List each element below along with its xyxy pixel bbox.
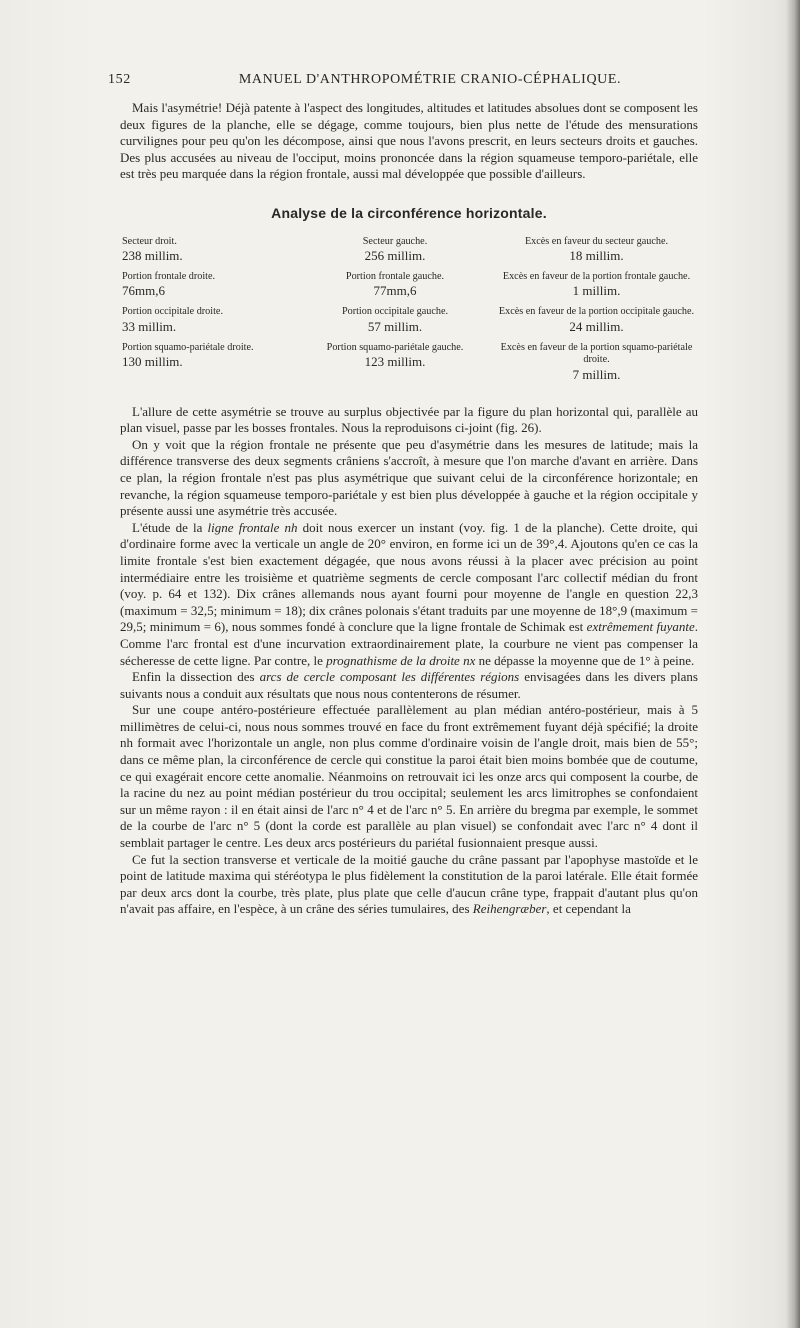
left-sector-column (295, 236, 495, 390)
table-cell: Excès en faveur de la portion frontale gauche. 1 millim. (502, 270, 691, 299)
table-cell: Portion occipitale droite. 33 millim. (122, 306, 223, 334)
paragraph-frontal-region: On y voit que la région frontale ne présente que peu d'asymétrie dans les mesures de latitude; mais la différence transverse des deux segments crâniens s'accroît, à mesure que l'on marche d'avant en arrière. Dans ce plan, la région frontale n'est pas plus asymétrique que suivant celui de la circonférence horizontale; en revanche, la région squameuse temporo-pariétale y est bien plus développée à gauche et la région occipitale y présente aussi une asymétrie très accusée. (120, 436, 698, 519)
table-cell: Excès en faveur du secteur gauche. 18 millim. (524, 235, 669, 263)
table-cell: Excès en faveur de la portion squamo-pariétale droite. 7 millim. (500, 341, 693, 382)
table-cell: Secteur droit. 238 millim. (122, 235, 183, 263)
table-cell: Portion squamo-pariétale droite. 130 millim. (122, 341, 254, 370)
analysis-title: Analyse de la circonférence horizontale. (271, 204, 547, 221)
right-sector-column (120, 236, 295, 390)
paragraph-antero-posterior-section: Sur une coupe antéro-postérieure effectuée parallèlement au plan médian antéro-postérieur, mais à 5 millimètres de celui-ci, nous nous sommes trouvé en face du front extrêmement fuyant déjà spécifié; la droite nh formait avec l'horizontale un angle, non plus comme d'ordinaire voisin de l'angle droit, mais bien de 55°; dans ce même plan, la circonférence de cercle qui constitue la paroi était bien moins bombée que de coutume, ce qui exagérait encore cette anomalie. Néanmoins on retrouvait ici les onze arcs qui composent la courbe, de la racine du nez au point médian postérieur du trou occipital; seulement les arcs limitrophes se confondaient sur un même rayon : il en était ainsi de l'arc n° 4 et de l'arc n° 5. En arrière du bregma par exemple, le sommet de la courbe de l'arc n° 5 (dont la corde est parallèle au plan visuel) se confondait avec l'arc n° 4 dont il semblait partager le centre. Les deux arcs postérieurs du pariétal fusionnaient presque aussi. (120, 702, 698, 851)
table-cell: Portion occipitale gauche. 57 millim. (341, 306, 449, 334)
page-edge-shadow (786, 0, 800, 1328)
analysis-table (120, 236, 698, 390)
page-number: 152 (108, 72, 131, 87)
table-cell: Portion frontale droite. 76mm,6 (122, 270, 216, 299)
paragraph-transverse-section: Ce fut la section transverse et verticale de la moitié gauche du crâne passant par l'apophyse mastoïde et le point de latitude maxima qui stéréotypa le plus fidèlement la constitution de la paroi latérale. Elle était formée par deux arcs dont la courbe, très plate, plus plate que celle d'aucun crâne type, frappait d'autant plus qu'on n'avait pas affaire, en l'espèce, à un crâne des séries tumulaires, des Reihengræber, et cependant la (120, 851, 698, 917)
table-cell: Secteur gauche. 256 millim. (362, 235, 428, 263)
table-cell: Portion frontale gauche. 77mm,6 (345, 270, 445, 299)
paragraph-asymmetry-figure: L'allure de cette asymétrie se trouve au surplus objectivée par la figure du plan horizontal qui, parallèle au plan visuel, passe par les bosses frontales. Nous la reproduisons ci-joint (fig. 26). (120, 403, 698, 436)
paragraph-frontal-line: L'étude de la ligne frontale nh doit nous exercer un instant (voy. fig. 1 de la planche). Cette droite, qui d'ordinaire forme avec la verticale un angle de 20° environ, en forme ici un de 39°,4. Ajoutons qu'en ce cas la limite frontale s'est bien exactement dégagée, que nous avons réussi à la placer avec précision au point intermédiaire entre les troisième et quatrième segments de cercle composant l'arc collectif médian du front (voy. p. 64 et 132). Dix crânes allemands nous ayant fourni pour moyenne de l'angle en question 22,3 (maximum = 32,5; minimum = 18); dix crânes polonais s'étant traduits par une moyenne de 18°,9 (maximum = 29,5; minimum = 6), nous sommes fondé à conclure que la ligne frontale de Schimak est extrêmement fuyante. Comme l'arc frontal est d'une incurvation extraordinairement plate, la courbure ne vient pas compenser la sécheresse de cette ligne. Par contre, le prognathisme de la droite nx ne dépasse la moyenne que de 1° à peine. (120, 519, 698, 668)
excess-column (495, 236, 698, 390)
paragraph-arcs: Enfin la dissection des arcs de cercle composant les différentes régions envisagées dans les divers plans suivants nous a conduit aux résultats que nous nous contenterons de résumer. (120, 669, 698, 701)
intro-paragraph: Mais l'asymétrie! Déjà patente à l'aspect des longitudes, altitudes et latitudes absolues dont se composent les deux figures de la planche, elle se dégage, comme toujours, bien plus nette de l'étude des mensurations curvilignes pour peu qu'on les décompose, ainsi que nous l'avons prescrit, en leurs secteurs droits et gauches. Des plus accusées au niveau de l'occiput, moins prononcée dans la région squameuse temporo-pariétale, elle est très peu marquée dans la région frontale, aussi mal développée que possible d'ailleurs. (120, 100, 698, 182)
table-cell: Excès en faveur de la portion occipitale gauche. 24 millim. (498, 306, 695, 334)
page-body (120, 100, 698, 918)
table-cell: Portion squamo-pariétale gauche. 123 millim. (326, 341, 464, 370)
running-title: MANUEL D'ANTHROPOMÉTRIE CRANIO-CÉPHALIQUE. (238, 72, 622, 87)
